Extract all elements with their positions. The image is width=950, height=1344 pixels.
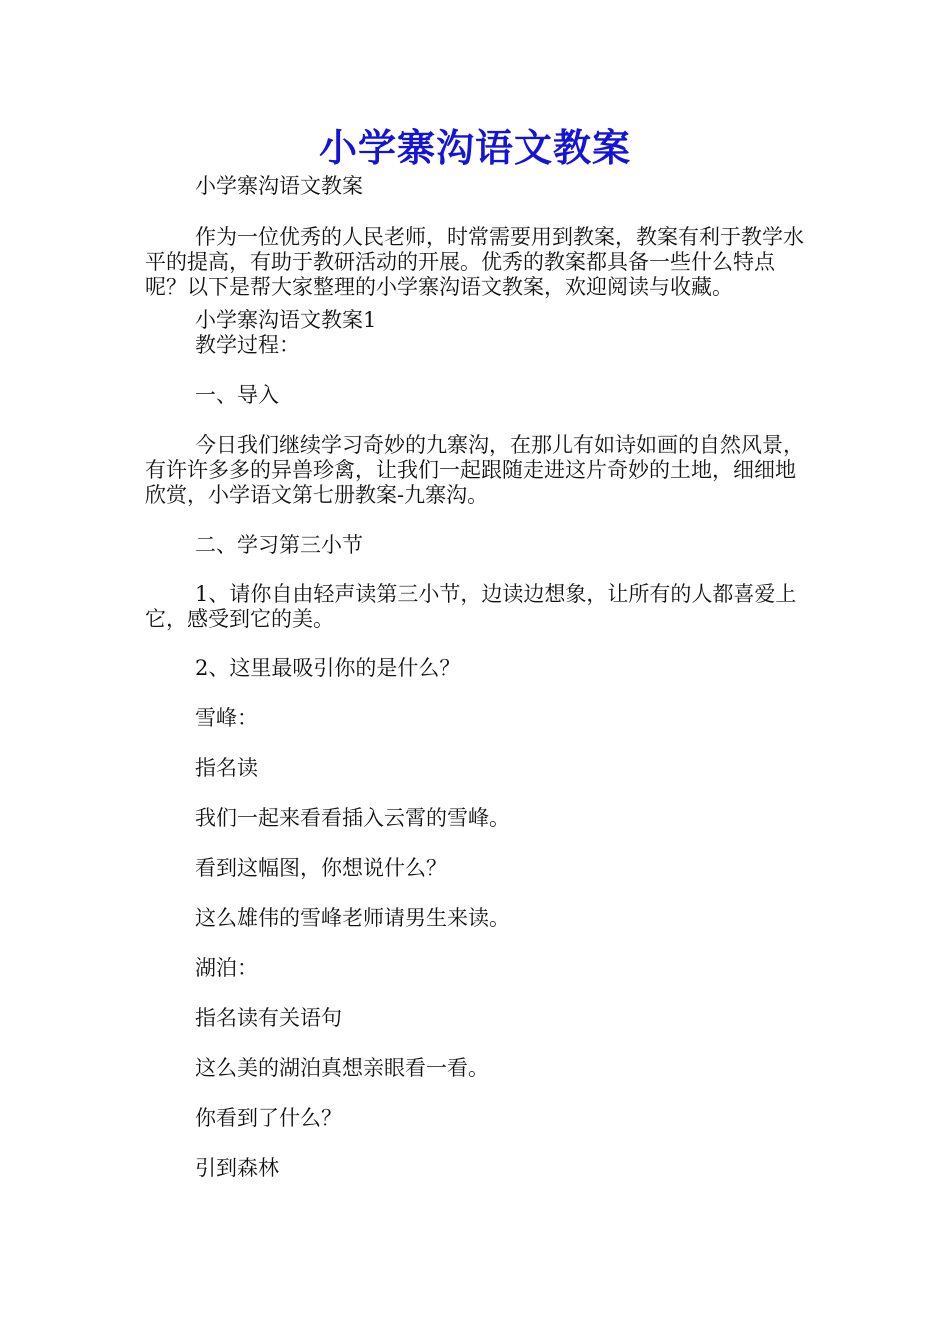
lake-label: 湖泊： xyxy=(195,956,258,980)
document-title: 小学寨沟语文教案 xyxy=(318,125,631,170)
intro-text-paragraph: 今日我们继续学习奇妙的九寨沟，在那儿有如诗如画的自然风景，有许许多多的异兽珍禽，让我们一起跟随走进这片奇妙的土地，细细地欣赏，小学语文第七册教案-九寨沟。 xyxy=(145,433,804,507)
what-did-you-see-line: 你看到了什么？ xyxy=(195,1106,342,1130)
teaching-process-label: 教学过程： xyxy=(195,333,300,357)
snow-peak-line: 我们一起来看看插入云霄的雪峰。 xyxy=(195,806,510,830)
snow-peak-label: 雪峰： xyxy=(195,706,258,730)
step-1-paragraph: 1、请你自由轻声读第三小节，边读边想象，让所有的人都喜爱上它，感受到它的美。 xyxy=(145,582,797,631)
read-related-sentences-line: 指名读有关语句 xyxy=(195,1006,342,1030)
section-2-heading: 二、学习第三小节 xyxy=(195,533,363,557)
section-1-heading: 一、导入 xyxy=(195,383,279,407)
lake-line: 这么美的湖泊真想亲眼看一看。 xyxy=(195,1056,489,1080)
intro-paragraph: 作为一位优秀的人民老师，时常需要用到教案，教案有利于教学水平的提高，有助于教研活动的开展。优秀的教案都具备一些什么特点呢？以下是帮大家整理的小学寨沟语文教案，欢迎阅读与收藏。 xyxy=(145,225,804,299)
subtitle-paragraph: 小学寨沟语文教案 xyxy=(195,174,363,198)
document-body xyxy=(145,170,815,1181)
picture-question-line: 看到这幅图，你想说什么？ xyxy=(195,856,447,880)
read-aloud-line: 指名读 xyxy=(195,756,258,780)
boys-read-line: 这么雄伟的雪峰老师请男生来读。 xyxy=(195,906,510,930)
step-2-paragraph: 2、这里最吸引你的是什么？ xyxy=(195,656,461,680)
section-heading: 小学寨沟语文教案1 xyxy=(195,308,377,332)
forest-line: 引到森林 xyxy=(195,1156,279,1180)
